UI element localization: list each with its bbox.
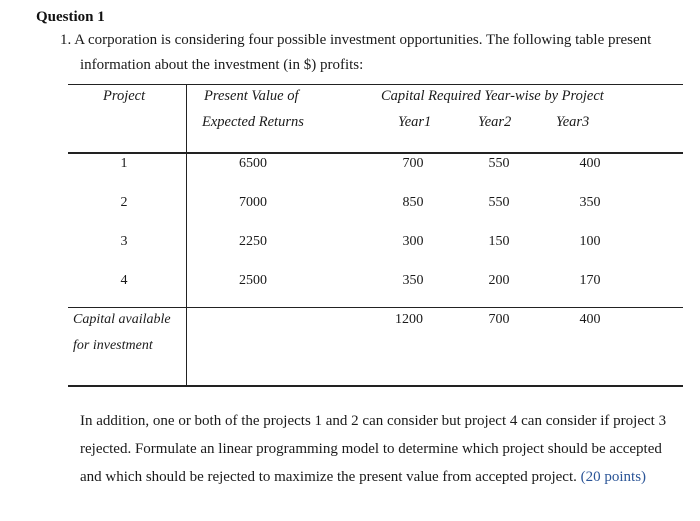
cell-year2: 150 bbox=[488, 234, 510, 249]
cell-pv: 2500 bbox=[239, 273, 267, 288]
intro-text-1: A corporation is considering four possible investment opportunities. The following table present bbox=[74, 32, 652, 48]
cell-year3: 350 bbox=[579, 195, 601, 210]
header-project: Project bbox=[103, 88, 146, 104]
question-heading: Question 1 bbox=[36, 9, 105, 25]
capital-year3: 400 bbox=[579, 312, 601, 327]
cell-year3: 170 bbox=[579, 273, 601, 288]
cell-pv: 7000 bbox=[239, 195, 267, 210]
closing-line-1: In addition, one or both of the projects 1 and 2 can consider but project 4 can consider if project 3 bbox=[80, 413, 667, 429]
capital-year1: 1200 bbox=[395, 312, 423, 327]
header-pv-line-1: Present Value of bbox=[204, 88, 299, 104]
table-column-divider bbox=[186, 84, 187, 386]
closing-text-3: and which should be rejected to maximize the present value from accepted project. bbox=[80, 469, 577, 485]
cell-year1: 700 bbox=[402, 156, 424, 171]
cell-year2: 550 bbox=[488, 156, 510, 171]
closing-line-2: rejected. Formulate an linear programming model to determine which project should be accepted bbox=[80, 441, 662, 457]
capital-label-line-2: for investment bbox=[73, 338, 153, 353]
cell-pv: 6500 bbox=[239, 156, 267, 171]
item-number: 1. bbox=[60, 32, 72, 48]
cell-year2: 550 bbox=[488, 195, 510, 210]
table-header-rule bbox=[68, 152, 683, 154]
table-bottom-rule bbox=[68, 385, 683, 387]
cell-project: 2 bbox=[120, 195, 128, 210]
cell-year2: 200 bbox=[488, 273, 510, 288]
header-year2: Year2 bbox=[478, 114, 512, 130]
cell-year1: 350 bbox=[402, 273, 424, 288]
capital-label-line-1: Capital available bbox=[73, 312, 171, 327]
cell-project: 1 bbox=[120, 156, 128, 171]
intro-line-2: information about the investment (in $) profits: bbox=[80, 57, 364, 73]
table-capital-rule bbox=[68, 307, 683, 308]
cell-project: 3 bbox=[120, 234, 128, 249]
closing-line-3 bbox=[80, 469, 646, 486]
header-year1: Year1 bbox=[398, 114, 432, 130]
header-pv-line-2: Expected Returns bbox=[202, 114, 304, 130]
intro-line-1 bbox=[60, 32, 651, 49]
points-label: (20 points) bbox=[580, 469, 647, 485]
cell-year1: 850 bbox=[402, 195, 424, 210]
cell-year3: 400 bbox=[579, 156, 601, 171]
cell-pv: 2250 bbox=[239, 234, 267, 249]
header-year3: Year3 bbox=[556, 114, 590, 130]
capital-year2: 700 bbox=[488, 312, 510, 327]
cell-year3: 100 bbox=[579, 234, 601, 249]
table-top-rule bbox=[68, 84, 683, 85]
cell-project: 4 bbox=[120, 273, 128, 288]
header-capital: Capital Required Year-wise by Project bbox=[381, 88, 604, 104]
cell-year1: 300 bbox=[402, 234, 424, 249]
